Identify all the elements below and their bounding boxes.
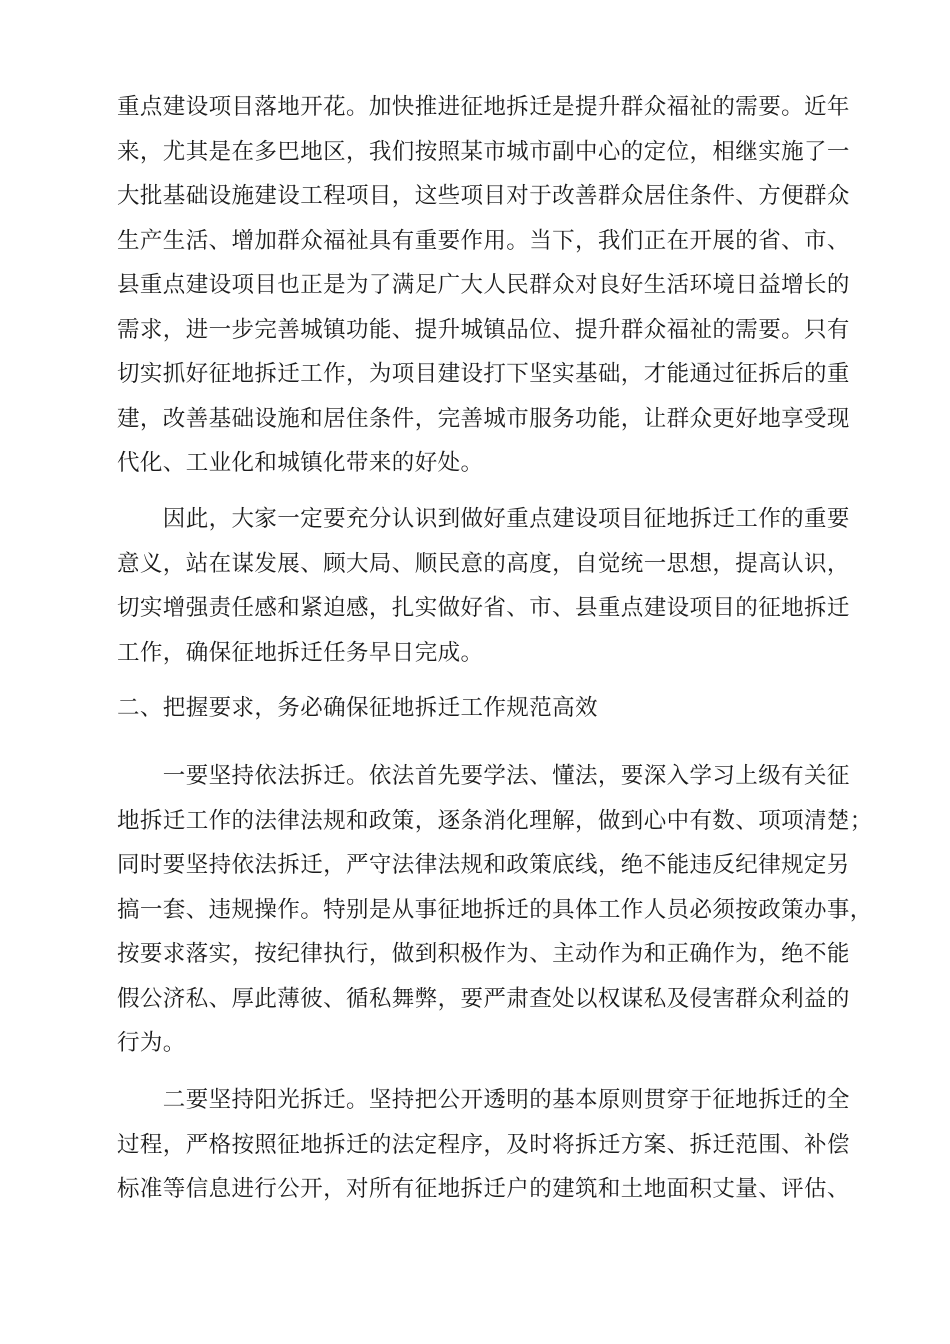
section-heading [117, 686, 837, 731]
paragraph-2 [117, 497, 850, 675]
text-line: 标准等信息进行公开，对所有征地拆迁户的建筑和土地面积丈量、评估、 [117, 1176, 850, 1202]
text-line: 搞一套、违规操作。特别是从事征地拆迁的具体工作人员必须按政策办事， [117, 896, 873, 923]
text-line: 按要求落实，按纪律执行，做到积极作为、主动作为和正确作为，绝不能 [117, 941, 850, 967]
text-line: 过程，严格按照征地拆迁的法定程序，及时将拆迁方案、拆迁范围、补偿 [117, 1131, 850, 1158]
paragraph-3 [117, 754, 873, 1066]
text-line: 地拆迁工作的法律法规和政策，逐条消化理解，做到心中有数、项项清楚； [117, 807, 873, 834]
text-line: 生产生活、增加群众福祉具有重要作用。当下，我们正在开展的省、市、 [117, 227, 850, 254]
text-line: 意义，站在谋发展、顾大局、顺民意的高度，自觉统一思想，提高认识， [117, 550, 850, 577]
text-line: 大批基础设施建设工程项目，这些项目对于改善群众居住条件、方便群众 [117, 183, 850, 209]
text-line: 同时要坚持依法拆迁，严守法律法规和政策底线，绝不能违反纪律规定另 [117, 852, 850, 878]
text-line: 假公济私、厚此薄彼、循私舞弊，要严肃查处以权谋私及侵害群众利益的 [117, 985, 850, 1012]
text-line: 工作，确保征地拆迁任务早日完成。 [117, 639, 484, 666]
text-line: 一要坚持依法拆迁。依法首先要学法、懂法，要深入学习上级有关征 [117, 763, 850, 789]
paragraph-4 [117, 1078, 850, 1212]
heading-text: 二、把握要求，务必确保征地拆迁工作规范高效 [117, 695, 598, 721]
text-line: 因此，大家一定要充分认识到做好重点建设项目征地拆迁工作的重要 [117, 506, 850, 532]
text-line: 来，尤其是在多巴地区，我们按照某市城市副中心的定位，相继实施了一 [117, 138, 850, 165]
text-line: 建，改善基础设施和居住条件，完善城市服务功能，让群众更好地享受现 [117, 405, 850, 432]
text-line: 代化、工业化和城镇化带来的好处。 [117, 450, 484, 476]
text-line: 县重点建设项目也正是为了满足广大人民群众对良好生活环境日益增长的 [117, 272, 850, 298]
text-line: 重点建设项目落地开花。加快推进征地拆迁是提升群众福祉的需要。近年 [117, 94, 850, 120]
text-line: 需求，进一步完善城镇功能、提升城镇品位、提升群众福祉的需要。只有 [117, 316, 850, 343]
paragraph-1 [117, 85, 850, 486]
text-line: 二要坚持阳光拆迁。坚持把公开透明的基本原则贯穿于征地拆迁的全 [117, 1087, 850, 1113]
text-line: 切实抓好征地拆迁工作，为项目建设打下坚实基础，才能通过征拆后的重 [117, 361, 850, 387]
text-line: 行为。 [117, 1030, 186, 1056]
text-line: 切实增强责任感和紧迫感，扎实做好省、市、县重点建设项目的征地拆迁 [117, 595, 850, 621]
